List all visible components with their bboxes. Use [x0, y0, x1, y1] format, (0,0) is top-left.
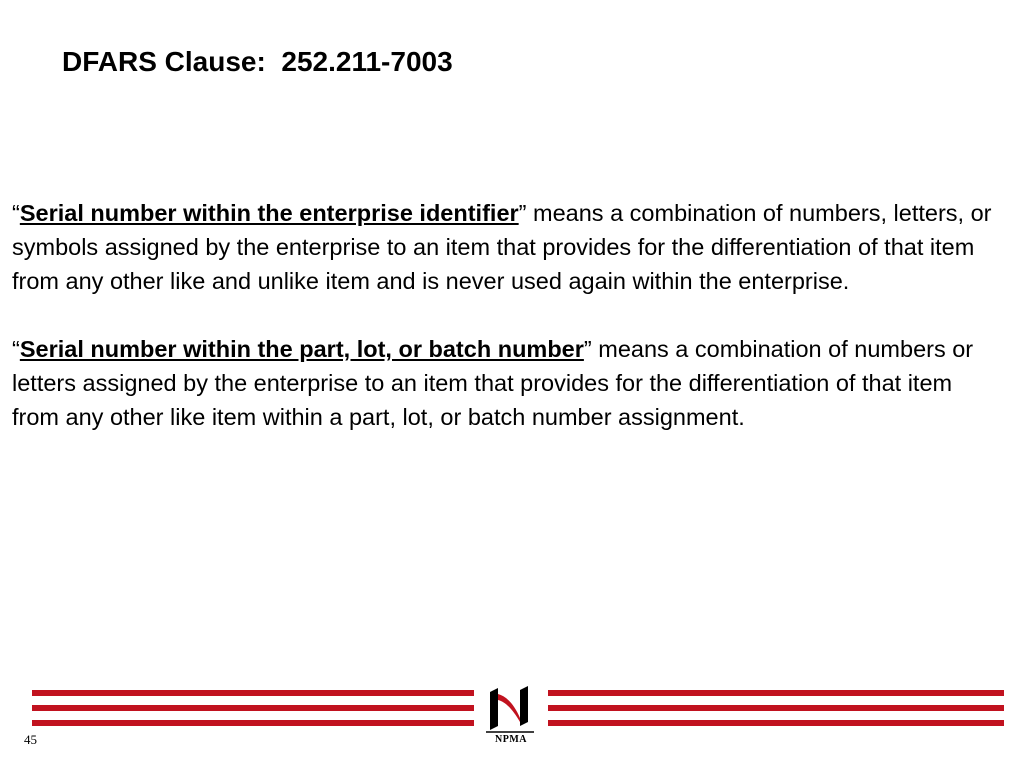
open-quote: “ [12, 336, 20, 362]
close-quote: ” [518, 200, 527, 226]
red-stripe [548, 720, 1004, 726]
definition-serial-enterprise [12, 196, 1002, 298]
footer-stripes-right [548, 690, 1004, 726]
definition-serial-part-lot-batch [12, 332, 1002, 434]
definition-text: means a combination of numbers, letters, or symbols assigned by the enterprise to an item that provides for the differentiation of that item from any other like and unlike item and is never used again within the enterprise. [12, 200, 992, 294]
definition-text: means a combination of numbers or letters assigned by the enterprise to an item that provides for the differentiation of that item from any other like item within a part, lot, or batch number assignment. [12, 336, 974, 430]
red-stripe [548, 705, 1004, 711]
npma-logo [476, 682, 546, 750]
slide-title: DFARS Clause: 252.211-7003 [62, 46, 453, 77]
footer-stripes-left [32, 690, 474, 726]
definitions-body [12, 196, 1002, 468]
defined-term: Serial number within the part, lot, or batch number [19, 336, 584, 362]
red-stripe [548, 690, 1004, 696]
open-quote: “ [12, 200, 20, 226]
defined-term: Serial number within the enterprise identifier [19, 200, 519, 226]
red-stripe [32, 720, 474, 726]
red-stripe [32, 705, 474, 711]
close-quote: ” [583, 336, 592, 362]
logo-wordmark: NPMA [495, 734, 527, 745]
red-stripe [32, 690, 474, 696]
npma-logo-mark [476, 682, 546, 734]
page-number: 45 [24, 732, 37, 747]
